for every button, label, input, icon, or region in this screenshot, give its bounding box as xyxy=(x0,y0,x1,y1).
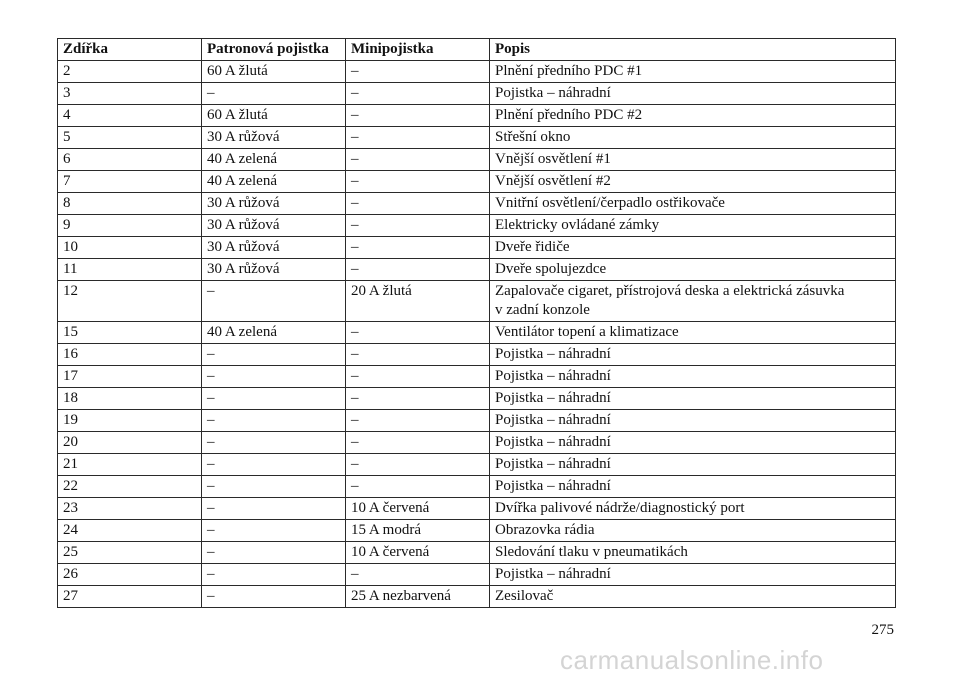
cell-description: Pojistka – náhradní xyxy=(490,366,896,388)
table-row xyxy=(58,215,896,237)
cell-socket: 2 xyxy=(58,61,202,83)
cell-description: Vnější osvětlení #1 xyxy=(490,149,896,171)
table-row xyxy=(58,410,896,432)
cell-cartridge-fuse: – xyxy=(202,476,346,498)
cell-mini-fuse: – xyxy=(346,259,490,281)
fuse-table-header xyxy=(58,39,896,61)
table-row xyxy=(58,542,896,564)
cell-cartridge-fuse: – xyxy=(202,520,346,542)
cell-mini-fuse: – xyxy=(346,237,490,259)
cell-socket: 22 xyxy=(58,476,202,498)
cell-cartridge-fuse: – xyxy=(202,281,346,322)
fuse-table-body xyxy=(58,61,896,608)
table-row xyxy=(58,127,896,149)
cell-mini-fuse: 10 A červená xyxy=(346,498,490,520)
cell-cartridge-fuse: – xyxy=(202,564,346,586)
cell-description: Pojistka – náhradní xyxy=(490,454,896,476)
cell-mini-fuse: – xyxy=(346,454,490,476)
cell-mini-fuse: – xyxy=(346,366,490,388)
cell-mini-fuse: 25 A nezbarvená xyxy=(346,586,490,608)
cell-cartridge-fuse: 60 A žlutá xyxy=(202,61,346,83)
cell-socket: 16 xyxy=(58,344,202,366)
table-row xyxy=(58,237,896,259)
cell-mini-fuse: 20 A žlutá xyxy=(346,281,490,322)
cell-cartridge-fuse: – xyxy=(202,454,346,476)
cell-socket: 27 xyxy=(58,586,202,608)
cell-socket: 15 xyxy=(58,322,202,344)
cell-mini-fuse: – xyxy=(346,215,490,237)
watermark: carmanualsonline.info xyxy=(560,645,824,675)
cell-socket: 18 xyxy=(58,388,202,410)
table-row xyxy=(58,259,896,281)
cell-description: Elektricky ovládané zámky xyxy=(490,215,896,237)
cell-cartridge-fuse: – xyxy=(202,432,346,454)
cell-mini-fuse: – xyxy=(346,171,490,193)
table-row xyxy=(58,105,896,127)
cell-mini-fuse: – xyxy=(346,105,490,127)
cell-cartridge-fuse: – xyxy=(202,586,346,608)
cell-mini-fuse: – xyxy=(346,149,490,171)
table-row xyxy=(58,193,896,215)
cell-mini-fuse: – xyxy=(346,322,490,344)
cell-cartridge-fuse: – xyxy=(202,388,346,410)
cell-description: Vnější osvětlení #2 xyxy=(490,171,896,193)
cell-cartridge-fuse: – xyxy=(202,344,346,366)
table-row xyxy=(58,83,896,105)
cell-description: Plnění předního PDC #1 xyxy=(490,61,896,83)
cell-description: Pojistka – náhradní xyxy=(490,564,896,586)
table-row xyxy=(58,432,896,454)
table-row xyxy=(58,498,896,520)
table-row xyxy=(58,322,896,344)
cell-socket: 9 xyxy=(58,215,202,237)
cell-mini-fuse: – xyxy=(346,83,490,105)
cell-description: Pojistka – náhradní xyxy=(490,388,896,410)
table-row xyxy=(58,61,896,83)
cell-mini-fuse: – xyxy=(346,432,490,454)
table-row xyxy=(58,476,896,498)
cell-socket: 6 xyxy=(58,149,202,171)
cell-cartridge-fuse: 40 A zelená xyxy=(202,322,346,344)
header-cartridge-fuse: Patronová pojistka xyxy=(202,39,346,61)
cell-socket: 24 xyxy=(58,520,202,542)
cell-description: Střešní okno xyxy=(490,127,896,149)
cell-socket: 8 xyxy=(58,193,202,215)
cell-socket: 23 xyxy=(58,498,202,520)
cell-socket: 7 xyxy=(58,171,202,193)
cell-socket: 17 xyxy=(58,366,202,388)
cell-description: Pojistka – náhradní xyxy=(490,476,896,498)
cell-cartridge-fuse: – xyxy=(202,410,346,432)
fuse-table xyxy=(57,38,896,608)
cell-mini-fuse: 10 A červená xyxy=(346,542,490,564)
cell-cartridge-fuse: 30 A růžová xyxy=(202,193,346,215)
cell-mini-fuse: 15 A modrá xyxy=(346,520,490,542)
header-socket: Zdířka xyxy=(58,39,202,61)
cell-description: Dveře řidiče xyxy=(490,237,896,259)
cell-description: Dvířka palivové nádrže/diagnostický port xyxy=(490,498,896,520)
cell-mini-fuse: – xyxy=(346,61,490,83)
cell-cartridge-fuse: – xyxy=(202,498,346,520)
header-description: Popis xyxy=(490,39,896,61)
cell-description: Pojistka – náhradní xyxy=(490,410,896,432)
cell-socket: 19 xyxy=(58,410,202,432)
table-row xyxy=(58,586,896,608)
table-row xyxy=(58,388,896,410)
cell-cartridge-fuse: 30 A růžová xyxy=(202,127,346,149)
cell-cartridge-fuse: 40 A zelená xyxy=(202,149,346,171)
page-number: 275 xyxy=(871,622,894,638)
cell-cartridge-fuse: 30 A růžová xyxy=(202,215,346,237)
cell-cartridge-fuse: 30 A růžová xyxy=(202,259,346,281)
table-row xyxy=(58,454,896,476)
cell-socket: 21 xyxy=(58,454,202,476)
cell-cartridge-fuse: – xyxy=(202,542,346,564)
cell-description: Dveře spolujezdce xyxy=(490,259,896,281)
cell-socket: 20 xyxy=(58,432,202,454)
cell-socket: 11 xyxy=(58,259,202,281)
cell-description: Ventilátor topení a klimatizace xyxy=(490,322,896,344)
cell-socket: 12 xyxy=(58,281,202,322)
cell-description: Zapalovače cigaret, přístrojová deska a elektrická zásuvka v zadní konzole xyxy=(490,281,896,322)
cell-mini-fuse: – xyxy=(346,564,490,586)
cell-description: Pojistka – náhradní xyxy=(490,432,896,454)
cell-mini-fuse: – xyxy=(346,410,490,432)
cell-socket: 3 xyxy=(58,83,202,105)
table-row xyxy=(58,564,896,586)
cell-socket: 10 xyxy=(58,237,202,259)
table-row xyxy=(58,281,896,322)
cell-description: Plnění předního PDC #2 xyxy=(490,105,896,127)
cell-mini-fuse: – xyxy=(346,344,490,366)
header-row xyxy=(58,39,896,61)
table-row xyxy=(58,344,896,366)
table-row xyxy=(58,149,896,171)
cell-mini-fuse: – xyxy=(346,193,490,215)
cell-cartridge-fuse: 30 A růžová xyxy=(202,237,346,259)
cell-description: Pojistka – náhradní xyxy=(490,83,896,105)
cell-description: Pojistka – náhradní xyxy=(490,344,896,366)
cell-cartridge-fuse: 40 A zelená xyxy=(202,171,346,193)
cell-socket: 26 xyxy=(58,564,202,586)
table-row xyxy=(58,366,896,388)
cell-cartridge-fuse: – xyxy=(202,366,346,388)
cell-socket: 5 xyxy=(58,127,202,149)
cell-cartridge-fuse: – xyxy=(202,83,346,105)
cell-mini-fuse: – xyxy=(346,388,490,410)
cell-socket: 25 xyxy=(58,542,202,564)
header-mini-fuse: Minipojistka xyxy=(346,39,490,61)
cell-cartridge-fuse: 60 A žlutá xyxy=(202,105,346,127)
cell-description: Sledování tlaku v pneumatikách xyxy=(490,542,896,564)
cell-socket: 4 xyxy=(58,105,202,127)
cell-description: Vnitřní osvětlení/čerpadlo ostřikovače xyxy=(490,193,896,215)
cell-mini-fuse: – xyxy=(346,476,490,498)
cell-description: Obrazovka rádia xyxy=(490,520,896,542)
table-row xyxy=(58,520,896,542)
cell-mini-fuse: – xyxy=(346,127,490,149)
cell-description: Zesilovač xyxy=(490,586,896,608)
table-row xyxy=(58,171,896,193)
